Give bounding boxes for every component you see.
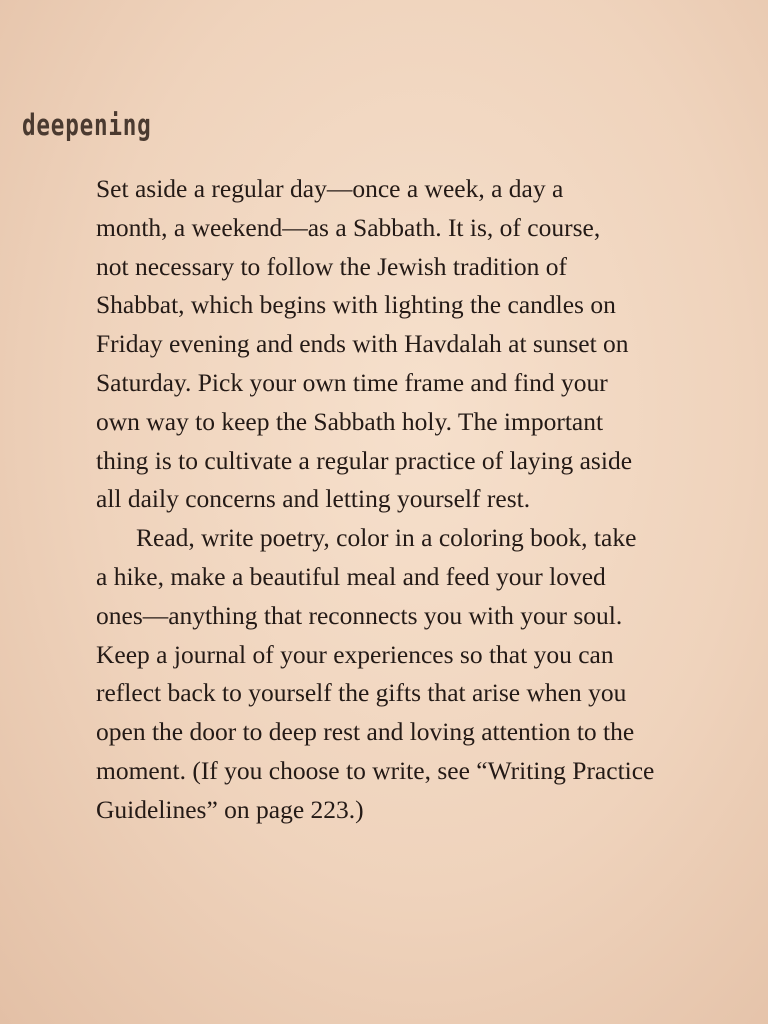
text-line: Read, write poetry, color in a coloring book, take bbox=[136, 523, 637, 553]
text-line: own way to keep the Sabbath holy. The important bbox=[96, 406, 604, 436]
text-line: ones—anything that reconnects you with your soul. bbox=[96, 600, 623, 630]
section-heading: deepening bbox=[22, 108, 152, 142]
paragraph-2 bbox=[96, 519, 744, 829]
text-line: Shabbat, which begins with lighting the candles on bbox=[96, 290, 616, 320]
text-line: a hike, make a beautiful meal and feed your loved bbox=[96, 561, 606, 591]
text-line: not necessary to follow the Jewish tradition of bbox=[96, 251, 567, 281]
text-line: all daily concerns and letting yourself rest. bbox=[96, 484, 531, 514]
body-text bbox=[96, 170, 744, 830]
text-line: moment. (If you choose to write, see “Writing Practice bbox=[96, 755, 655, 785]
text-line: thing is to cultivate a regular practice of laying aside bbox=[96, 445, 633, 475]
text-line: Friday evening and ends with Havdalah at sunset on bbox=[96, 329, 629, 359]
paragraph-1 bbox=[96, 170, 744, 519]
text-line: Keep a journal of your experiences so that you can bbox=[96, 639, 614, 669]
text-line: Set aside a regular day—once a week, a day a bbox=[96, 174, 564, 203]
text-line: reflect back to yourself the gifts that arise when you bbox=[96, 678, 627, 708]
text-line: Guidelines” on page 223.) bbox=[96, 794, 364, 824]
text-line: month, a weekend—as a Sabbath. It is, of course, bbox=[96, 212, 601, 242]
text-line: open the door to deep rest and loving attention to the bbox=[96, 717, 635, 747]
text-line: Saturday. Pick your own time frame and find your bbox=[96, 367, 608, 397]
